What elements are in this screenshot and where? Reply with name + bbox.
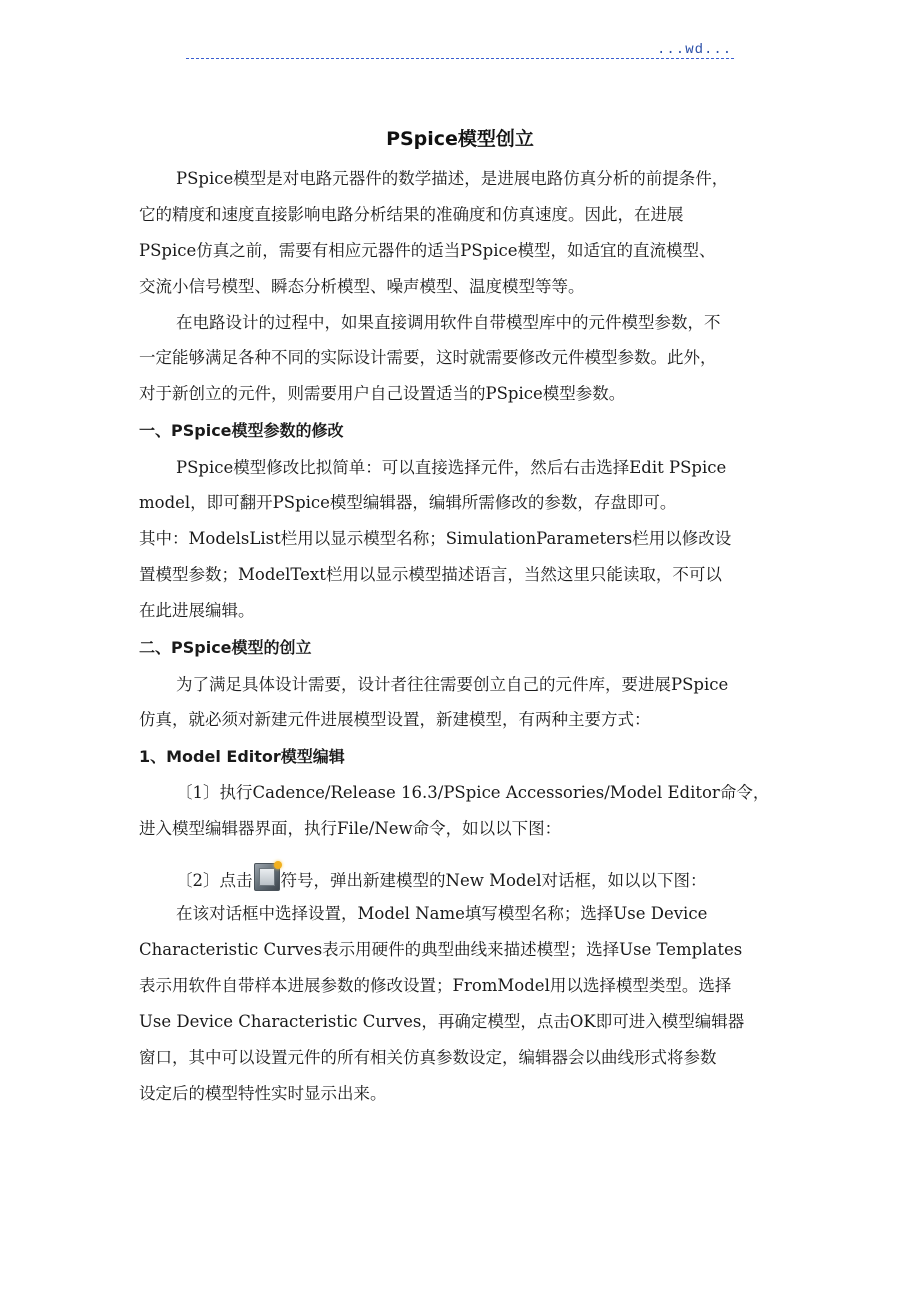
header-rule (186, 58, 734, 59)
paragraph-line: 在此进展编辑。 (139, 601, 255, 620)
paragraph-line: 为了满足具体设计需要，设计者往往需要创立自己的元件库，要进展PSpice (176, 675, 729, 694)
paragraph-line: 交流小信号模型、瞬态分析模型、噪声模型、温度模型等等。 (139, 277, 585, 296)
paragraph-line: 其中：ModelsList栏用以显示模型名称；SimulationParameters栏用以修改设 (139, 529, 732, 548)
paragraph-line: 在电路设计的过程中，如果直接调用软件自带模型库中的元件模型参数，不 (176, 313, 721, 332)
header-mark: ...wd... (657, 42, 733, 58)
paragraph-line: Characteristic Curves表示用硬件的典型曲线来描述模型；选择Use Templates (139, 940, 743, 959)
page-title: PSpice模型创立 (386, 128, 534, 150)
subsection-heading: 1、Model Editor模型编辑 (139, 747, 345, 766)
section-heading: 二、PSpice模型的创立 (139, 638, 312, 657)
paragraph-line: PSpice模型是对电路元器件的数学描述，是进展电路仿真分析的前提条件， (176, 169, 729, 188)
section-heading: 一、PSpice模型参数的修改 (139, 421, 344, 440)
paragraph-line: 窗口，其中可以设置元件的所有相关仿真参数设定，编辑器会以曲线形式将参数 (139, 1048, 717, 1067)
paragraph-line: Use Device Characteristic Curves，再确定模型，点击OK即可进入模型编辑器 (139, 1012, 745, 1031)
paragraph-line: 仿真，就必须对新建元件进展模型设置，新建模型，有两种主要方式： (139, 710, 651, 729)
paragraph-line: 在该对话框中选择设置，Model Name填写模型名称；选择Use Device (176, 904, 708, 923)
paragraph-line: 表示用软件自带样本进展参数的修改设置；FromModel用以选择模型类型。选择 (139, 976, 732, 995)
new-model-tool-icon (254, 863, 280, 891)
paragraph-line: 设定后的模型特性实时显示出来。 (139, 1084, 387, 1103)
paragraph-line: PSpice模型修改比拟简单：可以直接选择元件，然后右击选择Edit PSpice (176, 458, 727, 477)
step-label: 〔2〕点击 (176, 871, 253, 890)
paragraph-line: 置模型参数；ModelText栏用以显示模型描述语言，当然这里只能读取，不可以 (139, 565, 722, 584)
step-text: 符号，弹出新建模型的New Model对话框，如以以下图： (280, 871, 707, 890)
paragraph-line: PSpice仿真之前，需要有相应元器件的适当PSpice模型，如适宜的直流模型、 (139, 241, 716, 260)
paragraph-line: model，即可翻开PSpice模型编辑器，编辑所需修改的参数，存盘即可。 (139, 493, 677, 512)
paragraph-line (176, 863, 707, 892)
paragraph-line: 它的精度和速度直接影响电路分析结果的准确度和仿真速度。因此，在进展 (139, 205, 684, 224)
paragraph-line: 〔1〕执行Cadence/Release 16.3/PSpice Accessories/Model Editor命令， (176, 783, 770, 802)
paragraph-line: 对于新创立的元件，则需要用户自己设置适当的PSpice模型参数。 (139, 384, 626, 403)
paragraph-line: 一定能够满足各种不同的实际设计需要，这时就需要修改元件模型参数。此外， (139, 348, 717, 367)
paragraph-line: 进入模型编辑器界面，执行File/New命令，如以以下图： (139, 819, 562, 838)
